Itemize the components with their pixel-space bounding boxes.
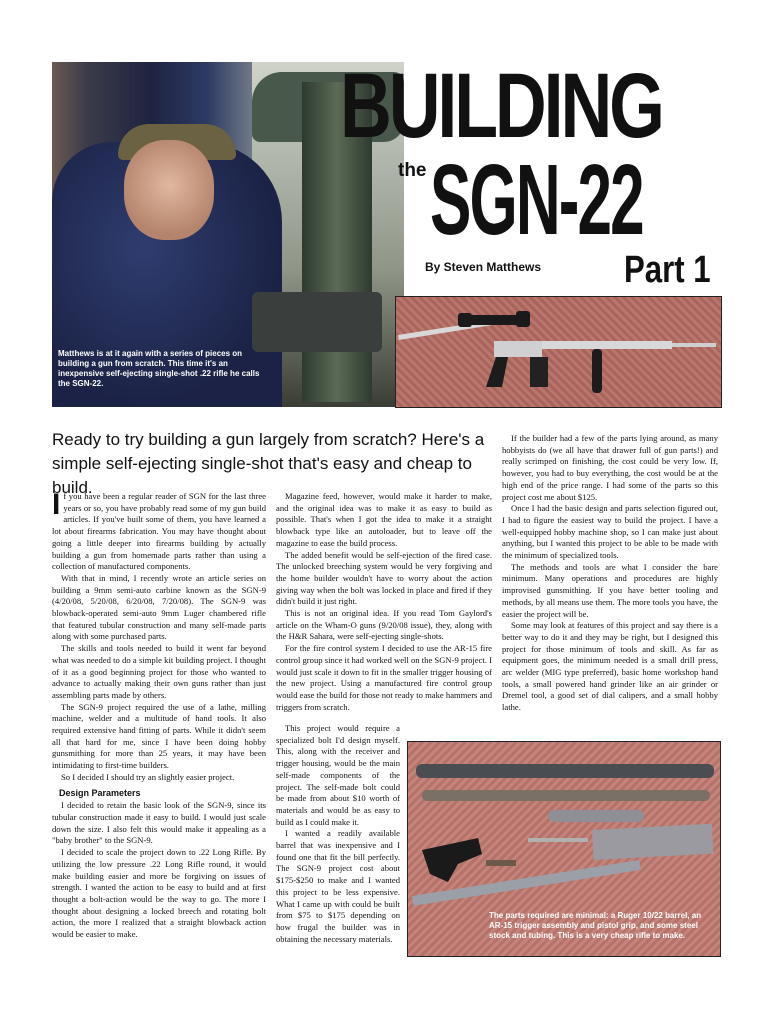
photo-caption-main: Matthews is at it again with a series of pieces on building a gun from scratch. This time it's an inexpensive self-ejecting single-shot .22 rifle he calls the SGN-22. [58,349,260,388]
drop-cap: I [52,488,61,521]
body-column-2: Magazine feed, however, would make it harder to make, and the original idea was to make it as easy to build as possible. That's when I got the idea to make it a straight blowback type like an autoloader, but to leave off the magazine to ease the build process. The added benefit would be self-ejection of the fired case. The unlocked breeching system would be very forgiving and the home builder wouldn't have to worry about the action giving way when the bolt was locked in place and fired if they didn't build it just right. This is not an original idea. If you read Tom Gaylord's article on the Wham-O guns (9/20/08 issue), they, along with the H&R Sahara, were self-ejecting single-shots. For the fire control system I decided to use the AR-15 fire control group since it had worked well on the SGN-9 project. I would just scale it down to fit in the smaller trigger housing of the new project. Using a manufactured fire control group would ease the build for those not ready to make hammers and triggers from scratch. [276,491,492,712]
body-column-3: If the builder had a few of the parts lying around, as many hobbyists do (we all have that drawer full of gun parts!) and really scrimped on finishing, the cost could be very low. If, however, you had to buy everything, the cost would be at the high end of the price range. I had some of the parts so this project cost me about $125. Once I had the basic design and parts selection figured out, I had to figure the easiest way to build the project. I have a well-equipped hobby machine shop, so I can make just about anything, but I wanted this project to be able to be made with the minimum of specialized tools. The methods and tools are what I consider the bare minimum. Many operations and procedures are highly improvised gunsmithing. If you have better tooling and methods, by all means use them. The more tools you have, the easier the project will be. Some may look at features of this project and say there is a better way to do it and they may be right, but I designed this project for those minimum of tools and skill. As far as equipment goes, the minimum needed is a small drill press, arc welder (MIG type preferred), basic home workshop hand tools, a small powered hand grinder like an air grinder or Dremel tool, a good set of dial calipers, and a small hobby lathe. [502,433,718,713]
section-heading: Design Parameters [59,787,141,798]
body-column-2-narrow: This project would require a specialized bolt I'd design myself. This, along with the receiver and trigger housing, would be the main self-made components of the project. The self-made bolt could be made from about $10 worth of materials and would be as easy to build as I could make it. I wanted a readily available barrel that was inexpensive and I found one that fit the bill perfectly. The SGN-9 project cost about $175-$250 to make and I wanted this project to be less expensive. What I came up with could be built from $75 to $175 depending on how frugal the builder was in obtaining the necessary materials. [276,723,400,944]
deck-subtitle: Ready to try building a gun largely from scratch? Here's a simple self-ejecting single-shot that's easy and cheap to build. [52,430,485,497]
headline-building: BUILDING [340,55,662,157]
photo-caption-parts: The parts required are minimal: a Ruger 10/22 barrel, an AR-15 trigger assembly and pistol grip, and some steel stock and tubing. This is a very cheap rifle to make. [489,911,702,940]
headline-the: the [398,160,427,181]
headline-sgn22: SGN-22 [430,144,643,256]
byline: By Steven Matthews [425,260,542,274]
body-column-1: If you have been a regular reader of SGN for the last three years or so, you have probably read some of my gun build articles. If you've built some of them, you have learned a lot about firearms fabrication. You may have thought about going a little deeper into firearms building by actually building a gun from homemade parts rather than using a collection of manufactured components. With that in mind, I recently wrote an article series on building a 9mm semi-auto carbine known as the SGN-9 (4/20/08, 5/20/08, 6/20/08, 7/20/08). The SGN-9 was blowback-operated semi-auto 9mm Luger chambered rifle that featured tubular construction and many self-made parts along with some purchased parts. The skills and tools needed to build it went far beyond what was needed to do a simple kit building project. I thought of it as a good beginning project for those who wanted to advance to actually making their own guns rather than just assembling parts made by others. The SGN-9 project required the use of a lathe, milling machine, welder and a multitude of hand tools. It also required extensive hand fitting of parts. While it didn't seem all that hard for me, since I have been doing hobby gunsmithing for more than 25 years, it may have been intimidating to first-time builders. So I decided I should try an slightly easier project. Design Parameters I decided to retain the basic look of the SGN-9, since its tubular construction made it easy to build. I would just scale down the size. I also felt this would make it appealing as a "baby brother" to the SGN-9. I decided to scale the project down to .22 Long Rifle. By utilizing the low pressure .22 Long Rifle round, it would make building easier and more be forgiving on issues of strength. I wanted the action to be easy to build and at first thought a bolt-action would be the way to go. The more I thought about designing a locked breech and rotating bolt action, the more I realized that a straight blowback action would be easier to make. [52,488,266,940]
rifle-photo [395,296,722,408]
part-number: Part 1 [624,249,711,291]
